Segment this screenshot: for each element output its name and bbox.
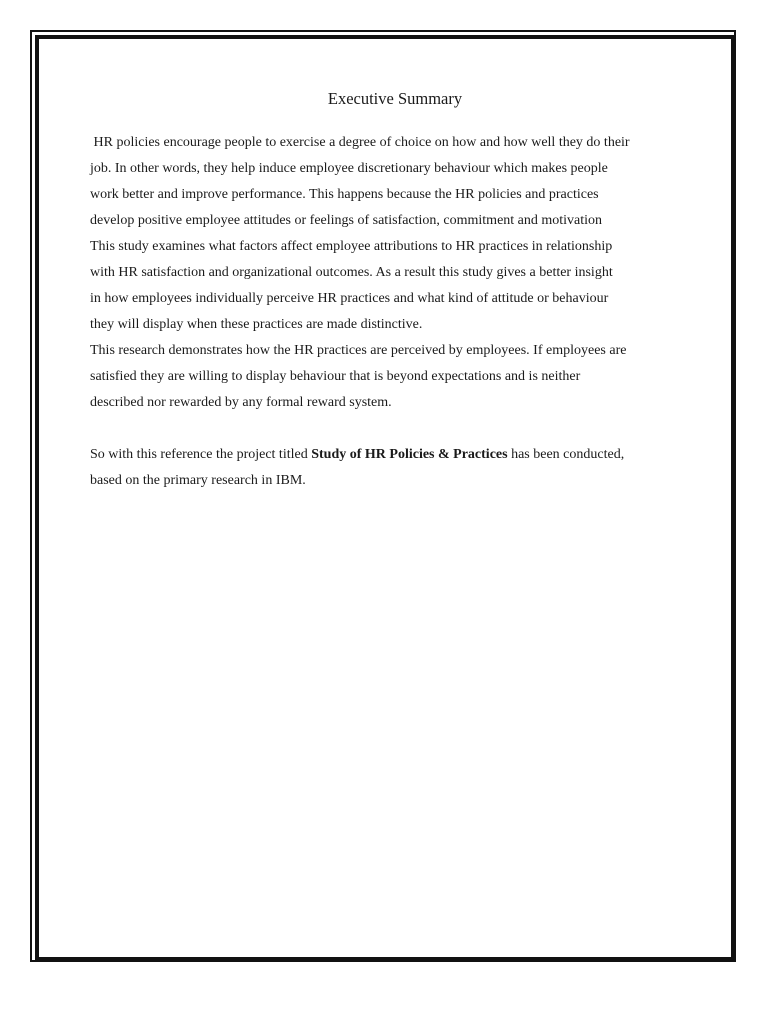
text-line: satisfied they are willing to display behaviour that is beyond expectations and is neither bbox=[90, 369, 581, 384]
paragraph-3 bbox=[90, 442, 690, 494]
text-line: develop positive employee attitudes or feelings of satisfaction, commitment and motivation bbox=[90, 213, 603, 228]
paragraph-2 bbox=[90, 338, 690, 416]
page-title: Executive Summary bbox=[327, 89, 463, 108]
project-title: Study of HR Policies & Practices bbox=[311, 447, 508, 462]
text-segment: So with this reference the project titled bbox=[90, 447, 312, 462]
text-segment: has been conducted, bbox=[507, 447, 625, 462]
text-line: in how employees individually perceive HR practices and what kind of attitude or behaviour bbox=[90, 291, 609, 306]
text-line: they will display when these practices are made distinctive. bbox=[90, 317, 423, 332]
text-line: HR policies encourage people to exercise a degree of choice on how and how well they do their bbox=[90, 135, 630, 150]
document-body bbox=[90, 84, 690, 494]
text-line: described nor rewarded by any formal reward system. bbox=[90, 395, 392, 410]
text-line bbox=[90, 442, 690, 468]
text-line: job. In other words, they help induce employee discretionary behaviour which makes people bbox=[90, 161, 608, 176]
text-line: work better and improve performance. This happens because the HR policies and practices bbox=[90, 187, 599, 202]
paragraph-spacer bbox=[90, 416, 690, 442]
text-line: based on the primary research in IBM. bbox=[90, 473, 306, 488]
text-line: This study examines what factors affect employee attributions to HR practices in relationship bbox=[90, 239, 613, 254]
text-line: This research demonstrates how the HR practices are perceived by employees. If employees are bbox=[90, 343, 627, 358]
text-line: with HR satisfaction and organizational outcomes. As a result this study gives a better insight bbox=[90, 265, 613, 280]
paragraph-1 bbox=[90, 130, 690, 338]
